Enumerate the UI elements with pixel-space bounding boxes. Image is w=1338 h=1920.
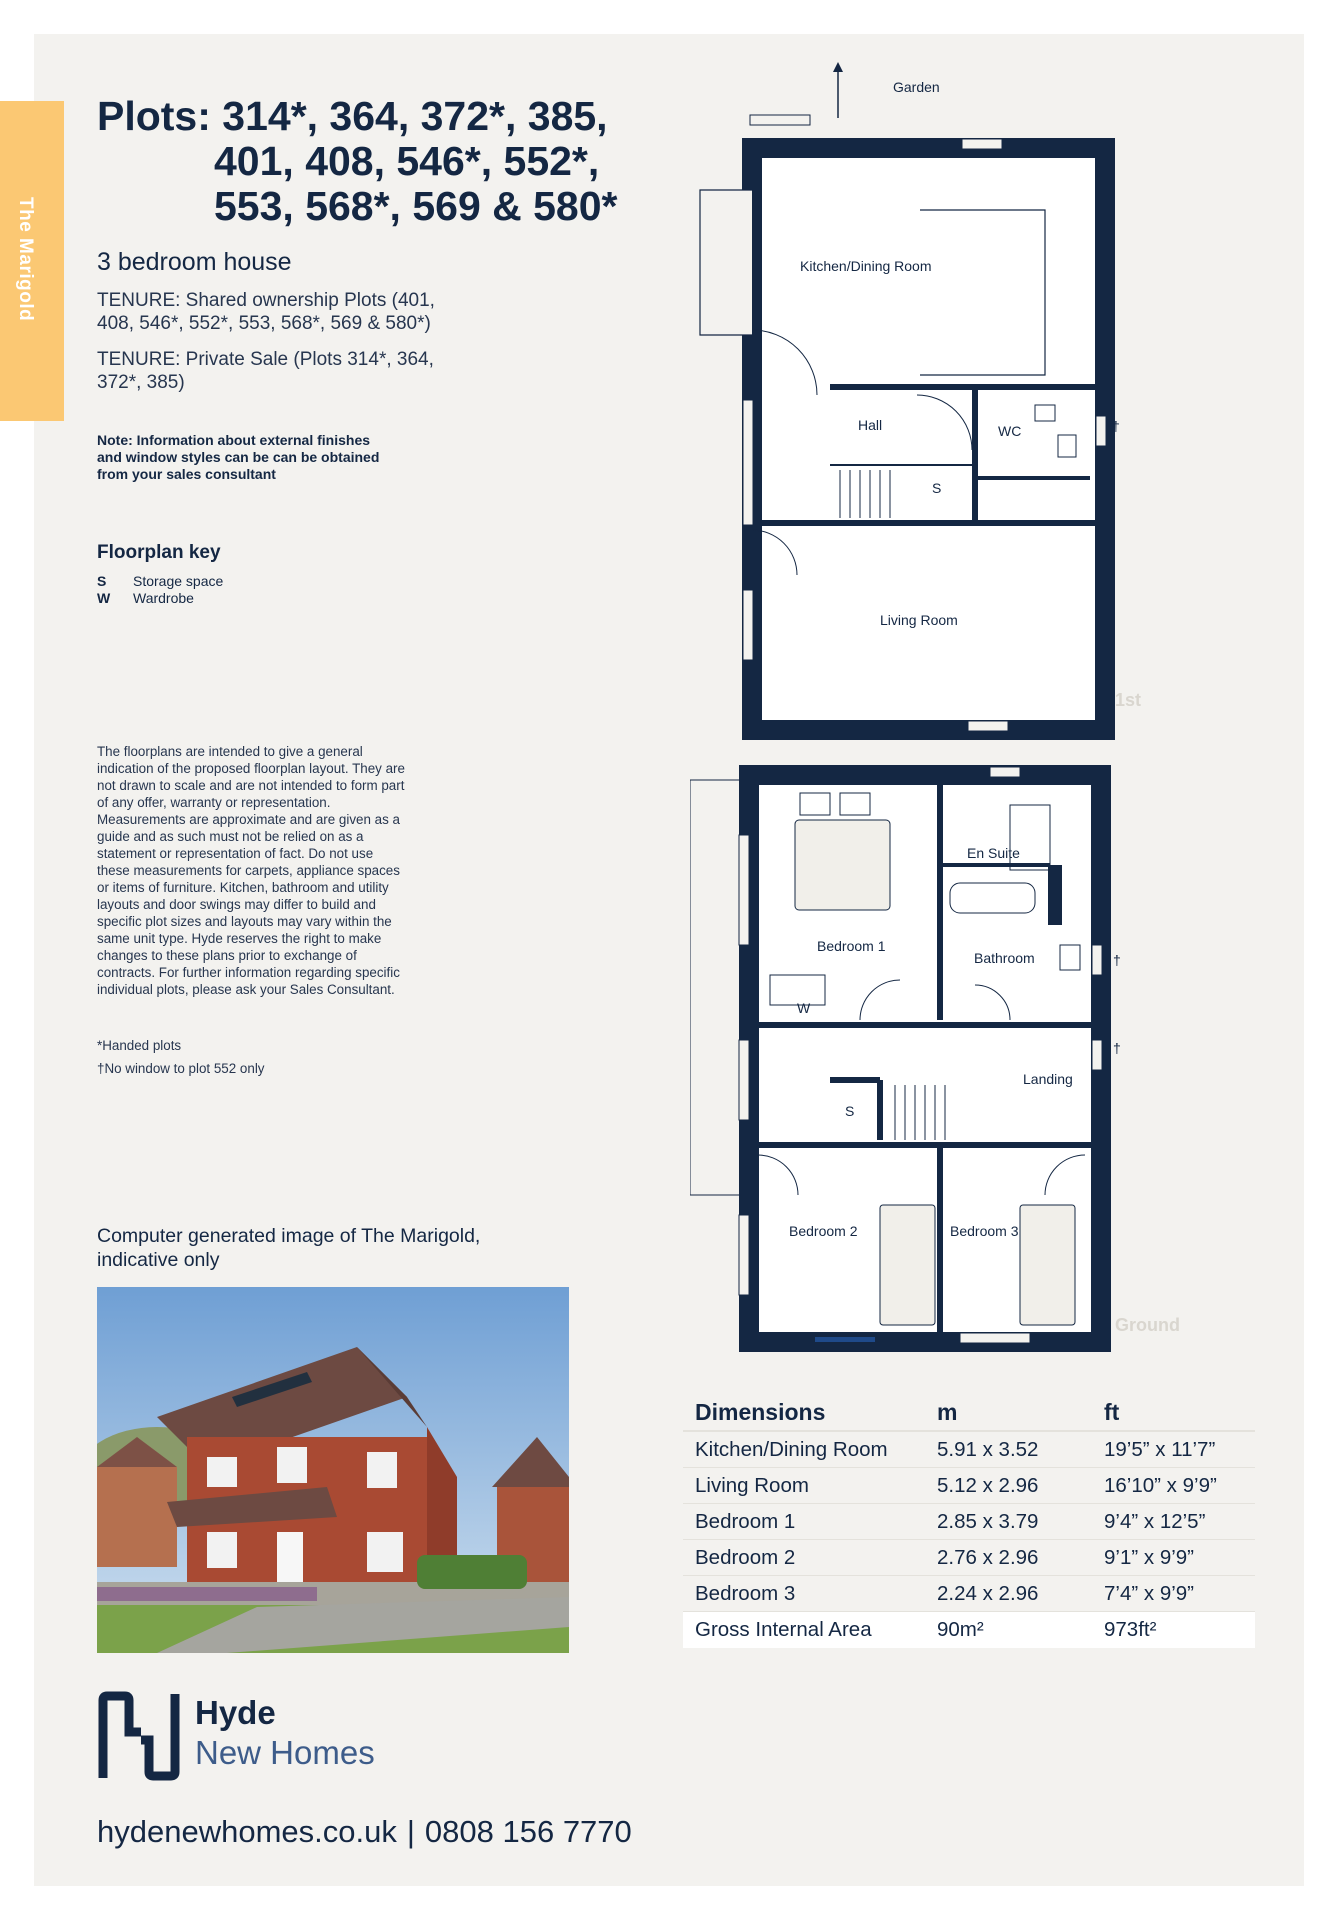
key-label: Wardrobe [133, 590, 194, 606]
bay-window [700, 190, 752, 335]
bed-3 [1020, 1205, 1075, 1325]
outline [690, 780, 747, 1195]
row-metres: 90m² [937, 1618, 984, 1641]
window [743, 590, 753, 660]
room-bathroom: Bathroom [974, 950, 1035, 966]
contact-line [97, 1814, 632, 1850]
row-metres: 2.24 x 2.96 [937, 1581, 1039, 1605]
hyde-logo-mark [97, 1690, 187, 1782]
bed-2 [880, 1205, 935, 1325]
storage-s: S [845, 1103, 855, 1119]
table-row-gia [683, 1612, 1255, 1648]
row-room: Gross Internal Area [695, 1618, 872, 1641]
row-feet: 973ft² [1104, 1618, 1157, 1641]
room-bedroom-2: Bedroom 2 [789, 1223, 858, 1239]
table-row [683, 1432, 1255, 1468]
header-m: m [937, 1398, 958, 1425]
wall-marker [815, 1337, 875, 1342]
row-feet: 9’1” x 9’9” [1104, 1545, 1195, 1569]
row-feet: 7’4” x 9’9” [1104, 1581, 1195, 1605]
bed-1 [795, 820, 890, 910]
tenure-shared: TENURE: Shared ownership Plots (401, 408, 546*, 552*, 553, 568*, 569 & 580*) [97, 290, 435, 334]
row-feet: 9’4” x 12’5” [1104, 1509, 1206, 1533]
row-metres: 2.76 x 2.96 [937, 1545, 1039, 1569]
tenure-private: TENURE: Private Sale (Plots 314*, 364, 372*, 385) [97, 349, 434, 393]
floorplan-key-title: Floorplan key [97, 542, 221, 563]
contact-separator: | [406, 1814, 415, 1849]
table-row [683, 1504, 1255, 1540]
finishes-note: Note: Information about external finishes and window styles can be can be obtained from your sales consultant [97, 432, 380, 482]
garden-door [750, 115, 810, 125]
upper-outer-walls [752, 148, 1105, 730]
room-landing: Landing [1023, 1071, 1073, 1087]
dagger-mark: † [1113, 952, 1121, 968]
window [739, 1040, 749, 1120]
window [1096, 416, 1106, 446]
lower-floorplan [690, 765, 1150, 1355]
phone-number[interactable]: 0808 156 7770 [424, 1814, 632, 1849]
key-item [97, 573, 223, 590]
room-wc: WC [998, 423, 1022, 439]
title-line-1: Plots: 314*, 364, 372*, 385, [97, 93, 608, 139]
title-line-2: 401, 408, 546*, 552*, [214, 138, 600, 184]
side-tab-label: The Marigold [15, 197, 36, 322]
row-room: Bedroom 1 [695, 1509, 796, 1533]
window [1092, 1040, 1102, 1070]
side-tab [0, 101, 64, 421]
website-link[interactable]: hydenewhomes.co.uk [97, 1814, 397, 1849]
dagger-mark: † [1112, 418, 1120, 434]
cgi-caption: Computer generated image of The Marigold, indicative only [97, 1225, 481, 1271]
front-door [743, 400, 753, 525]
room-kitchen: Kitchen/Dining Room [800, 258, 932, 274]
floor-tag-ground: Ground [1115, 1315, 1180, 1335]
floorplan-key [97, 573, 223, 607]
window [739, 1215, 749, 1295]
row-feet: 19’5” x 11’7” [1104, 1437, 1216, 1461]
row-room: Bedroom 3 [695, 1581, 796, 1605]
footnote-no-window: †No window to plot 552 only [97, 1061, 265, 1076]
row-room: Bedroom 2 [695, 1545, 796, 1569]
dimensions-table [683, 1394, 1255, 1648]
row-metres: 2.85 x 3.79 [937, 1509, 1039, 1533]
house-image [97, 1287, 569, 1653]
brand-subname: New Homes [195, 1734, 375, 1771]
row-room: Kitchen/Dining Room [695, 1437, 888, 1461]
room-ensuite: En Suite [967, 845, 1020, 861]
header-dimensions: Dimensions [695, 1398, 826, 1425]
storage-s: S [932, 480, 942, 496]
disclaimer: The floorplans are intended to give a general indication of the proposed floorplan layout. They are not drawn to scale and are not intended to form part of any offer, warranty or representation. Measurements are approximate and are given as a guide and as such must not be relied on as a statement or representation of fact. Do not use these measurements for carpets, appliance spaces or items of furniture. Kitchen, bathroom and utility layouts and door swings may differ to build and specific plot sizes and layouts may vary within the same unit type. Hyde reserves the right to make changes to these plans prior to exchange of contracts. For further information regarding specific individual plots, please ask your Sales Consultant. [97, 744, 405, 997]
brand-name: Hyde [195, 1694, 276, 1731]
room-bedroom-1: Bedroom 1 [817, 938, 886, 954]
key-item [97, 590, 223, 607]
header-ft: ft [1104, 1398, 1120, 1425]
room-living: Living Room [880, 612, 958, 628]
room-hall: Hall [858, 417, 883, 433]
window [968, 721, 1008, 731]
window [962, 139, 1002, 149]
row-metres: 5.91 x 3.52 [937, 1437, 1039, 1461]
key-label: Storage space [133, 573, 224, 589]
garden-arrow-head [833, 62, 843, 72]
window [1092, 945, 1102, 975]
footnote-handed: *Handed plots [97, 1038, 182, 1053]
room-bedroom-3: Bedroom 3 [950, 1223, 1019, 1239]
table-row [683, 1468, 1255, 1504]
table-row [683, 1576, 1255, 1612]
subtitle: 3 bedroom house [97, 248, 292, 276]
window [960, 1333, 1030, 1343]
key-code: S [97, 573, 107, 589]
row-feet: 16’10” x 9’9” [1104, 1473, 1217, 1497]
page-title [97, 94, 618, 229]
upper-floorplan [690, 60, 1150, 740]
wardrobe-w: W [797, 1000, 811, 1016]
table-header [683, 1394, 1255, 1432]
row-metres: 5.12 x 2.96 [937, 1473, 1039, 1497]
window [990, 767, 1020, 777]
window [739, 835, 749, 945]
table-row [683, 1540, 1255, 1576]
dagger-mark: † [1113, 1040, 1121, 1056]
key-code: W [97, 590, 111, 606]
garden-label: Garden [893, 79, 940, 95]
row-room: Living Room [695, 1473, 809, 1497]
title-line-3: 553, 568*, 569 & 580* [214, 183, 618, 229]
floor-tag-1st: 1st [1115, 690, 1142, 710]
